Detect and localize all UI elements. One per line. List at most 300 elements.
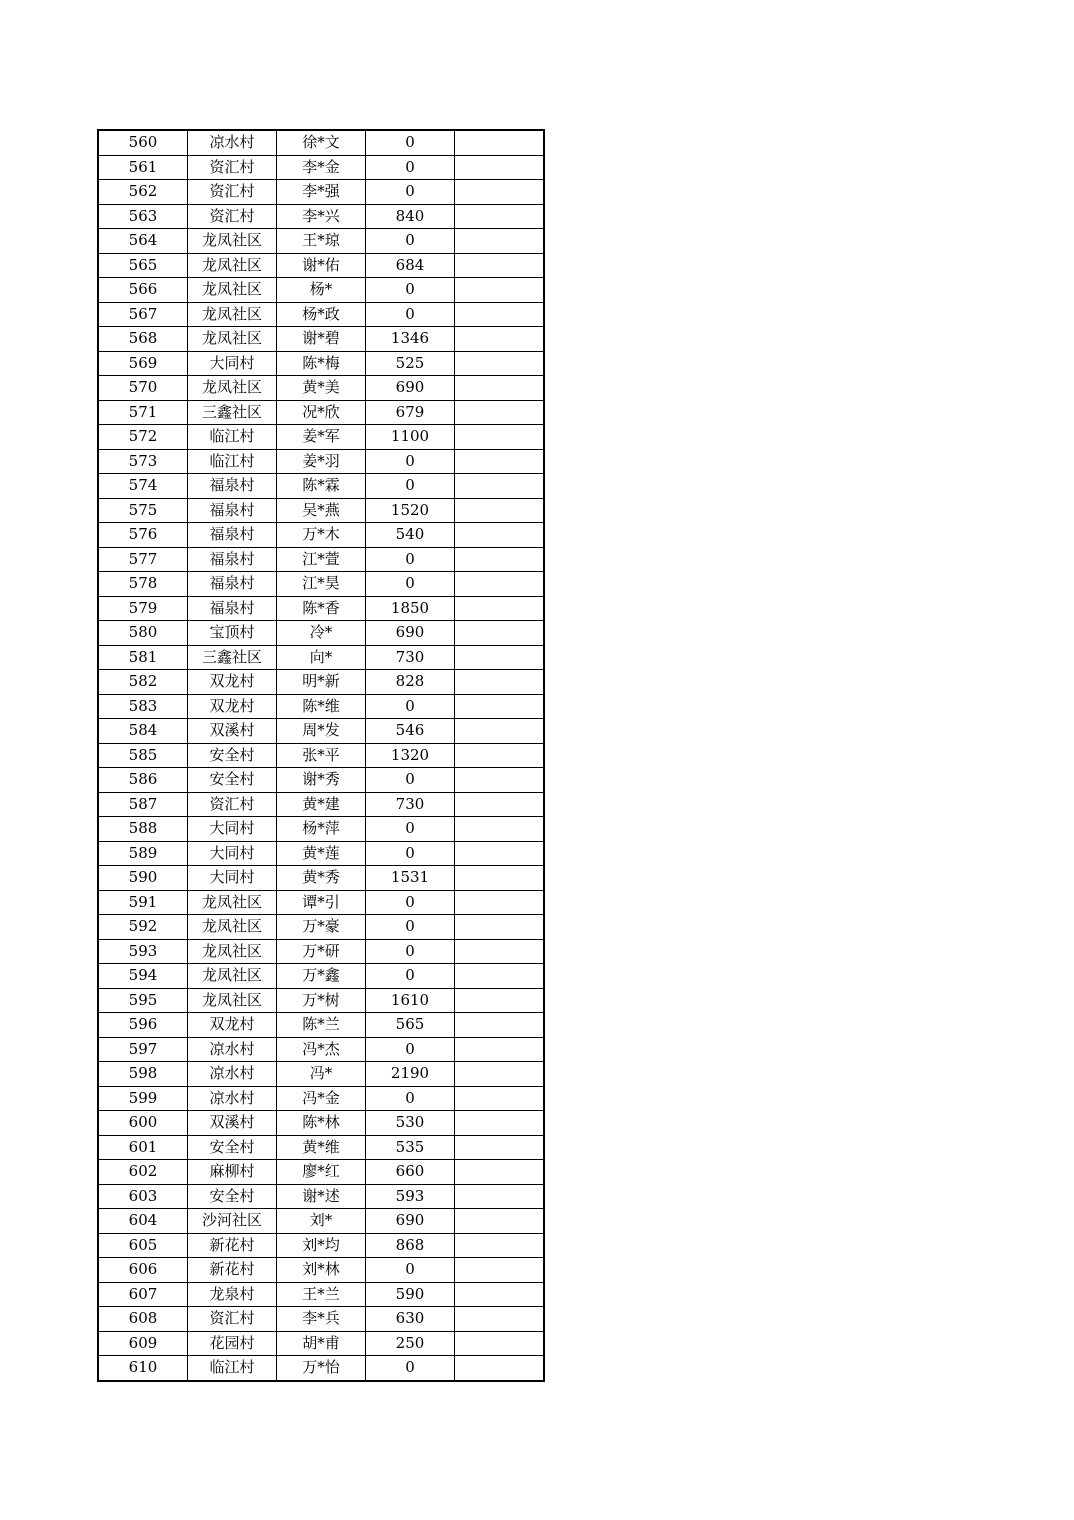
row-number-cell: 587 [98,792,188,817]
amount-cell: 0 [366,449,455,474]
amount-cell: 660 [366,1160,455,1185]
amount-cell: 0 [366,302,455,327]
amount-cell: 593 [366,1184,455,1209]
village-cell: 大同村 [188,817,277,842]
village-cell: 凉水村 [188,130,277,155]
village-cell: 福泉村 [188,547,277,572]
data-table [97,129,545,1382]
amount-cell: 0 [366,1356,455,1381]
table-row [98,1209,544,1234]
name-cell: 黄*美 [277,376,366,401]
village-cell: 安全村 [188,768,277,793]
table-row [98,866,544,891]
row-number-cell: 604 [98,1209,188,1234]
name-cell: 谭*引 [277,890,366,915]
row-number-cell: 562 [98,180,188,205]
amount-cell: 0 [366,939,455,964]
amount-cell: 730 [366,792,455,817]
row-number-cell: 579 [98,596,188,621]
village-cell: 资汇村 [188,792,277,817]
name-cell: 姜*军 [277,425,366,450]
village-cell: 资汇村 [188,180,277,205]
amount-cell: 0 [366,572,455,597]
table-row [98,817,544,842]
table-row [98,1111,544,1136]
table-row [98,1331,544,1356]
table-row [98,1013,544,1038]
village-cell: 龙凤社区 [188,376,277,401]
blank-cell [455,1135,545,1160]
row-number-cell: 574 [98,474,188,499]
blank-cell [455,939,545,964]
village-cell: 大同村 [188,866,277,891]
blank-cell [455,155,545,180]
table-row [98,253,544,278]
name-cell: 黄*莲 [277,841,366,866]
village-cell: 龙凤社区 [188,302,277,327]
blank-cell [455,1233,545,1258]
amount-cell: 0 [366,915,455,940]
amount-cell: 690 [366,1209,455,1234]
table-row [98,278,544,303]
village-cell: 大同村 [188,841,277,866]
table-row [98,547,544,572]
row-number-cell: 600 [98,1111,188,1136]
blank-cell [455,915,545,940]
table-row [98,1037,544,1062]
table-row [98,400,544,425]
row-number-cell: 585 [98,743,188,768]
row-number-cell: 578 [98,572,188,597]
amount-cell: 1100 [366,425,455,450]
table-body [98,130,544,1381]
table-row [98,988,544,1013]
blank-cell [455,670,545,695]
blank-cell [455,1331,545,1356]
village-cell: 凉水村 [188,1062,277,1087]
amount-cell: 2190 [366,1062,455,1087]
blank-cell [455,743,545,768]
blank-cell [455,1160,545,1185]
name-cell: 明*新 [277,670,366,695]
table-row [98,1233,544,1258]
name-cell: 谢*秀 [277,768,366,793]
row-number-cell: 601 [98,1135,188,1160]
amount-cell: 0 [366,547,455,572]
blank-cell [455,327,545,352]
blank-cell [455,1307,545,1332]
village-cell: 新花村 [188,1258,277,1283]
blank-cell [455,1037,545,1062]
name-cell: 李*强 [277,180,366,205]
table-row [98,645,544,670]
table-row [98,572,544,597]
name-cell: 陈*兰 [277,1013,366,1038]
table-row [98,915,544,940]
amount-cell: 0 [366,890,455,915]
blank-cell [455,130,545,155]
blank-cell [455,449,545,474]
amount-cell: 0 [366,155,455,180]
amount-cell: 530 [366,1111,455,1136]
blank-cell [455,204,545,229]
table-row [98,376,544,401]
blank-cell [455,547,545,572]
table-row [98,719,544,744]
village-cell: 龙凤社区 [188,229,277,254]
village-cell: 福泉村 [188,498,277,523]
row-number-cell: 590 [98,866,188,891]
village-cell: 龙凤社区 [188,939,277,964]
blank-cell [455,572,545,597]
blank-cell [455,351,545,376]
village-cell: 资汇村 [188,204,277,229]
table-row [98,1282,544,1307]
row-number-cell: 582 [98,670,188,695]
amount-cell: 546 [366,719,455,744]
village-cell: 资汇村 [188,155,277,180]
name-cell: 陈*维 [277,694,366,719]
name-cell: 陈*香 [277,596,366,621]
row-number-cell: 568 [98,327,188,352]
village-cell: 龙凤社区 [188,988,277,1013]
name-cell: 黄*建 [277,792,366,817]
table-row [98,890,544,915]
table-row [98,1258,544,1283]
village-cell: 龙凤社区 [188,278,277,303]
blank-cell [455,841,545,866]
blank-cell [455,645,545,670]
row-number-cell: 609 [98,1331,188,1356]
table-row [98,1160,544,1185]
row-number-cell: 572 [98,425,188,450]
row-number-cell: 577 [98,547,188,572]
table-row [98,351,544,376]
table-row [98,1135,544,1160]
row-number-cell: 566 [98,278,188,303]
table-row [98,302,544,327]
name-cell: 周*发 [277,719,366,744]
table-row [98,327,544,352]
name-cell: 谢*碧 [277,327,366,352]
row-number-cell: 561 [98,155,188,180]
village-cell: 福泉村 [188,596,277,621]
name-cell: 杨* [277,278,366,303]
row-number-cell: 597 [98,1037,188,1062]
table-row [98,1356,544,1381]
blank-cell [455,376,545,401]
name-cell: 冯*杰 [277,1037,366,1062]
table-row [98,621,544,646]
amount-cell: 0 [366,841,455,866]
village-cell: 凉水村 [188,1086,277,1111]
table-row [98,743,544,768]
village-cell: 三鑫社区 [188,645,277,670]
village-cell: 新花村 [188,1233,277,1258]
row-number-cell: 595 [98,988,188,1013]
blank-cell [455,792,545,817]
blank-cell [455,400,545,425]
blank-cell [455,1111,545,1136]
blank-cell [455,229,545,254]
amount-cell: 525 [366,351,455,376]
amount-cell: 690 [366,621,455,646]
name-cell: 黄*秀 [277,866,366,891]
name-cell: 向* [277,645,366,670]
blank-cell [455,1356,545,1381]
table-row [98,1086,544,1111]
row-number-cell: 576 [98,523,188,548]
blank-cell [455,866,545,891]
row-number-cell: 580 [98,621,188,646]
row-number-cell: 584 [98,719,188,744]
blank-cell [455,890,545,915]
amount-cell: 250 [366,1331,455,1356]
table-row [98,1307,544,1332]
blank-cell [455,1258,545,1283]
village-cell: 麻柳村 [188,1160,277,1185]
amount-cell: 1520 [366,498,455,523]
amount-cell: 535 [366,1135,455,1160]
row-number-cell: 583 [98,694,188,719]
blank-cell [455,596,545,621]
name-cell: 陈*梅 [277,351,366,376]
amount-cell: 0 [366,1037,455,1062]
row-number-cell: 565 [98,253,188,278]
table-row [98,449,544,474]
name-cell: 万*树 [277,988,366,1013]
name-cell: 李*金 [277,155,366,180]
table-row [98,425,544,450]
table-row [98,204,544,229]
village-cell: 临江村 [188,425,277,450]
name-cell: 冯* [277,1062,366,1087]
blank-cell [455,278,545,303]
row-number-cell: 593 [98,939,188,964]
blank-cell [455,988,545,1013]
name-cell: 冷* [277,621,366,646]
name-cell: 万*鑫 [277,964,366,989]
amount-cell: 0 [366,130,455,155]
row-number-cell: 573 [98,449,188,474]
name-cell: 万*怡 [277,1356,366,1381]
blank-cell [455,425,545,450]
name-cell: 杨*萍 [277,817,366,842]
amount-cell: 868 [366,1233,455,1258]
row-number-cell: 603 [98,1184,188,1209]
blank-cell [455,1062,545,1087]
blank-cell [455,817,545,842]
amount-cell: 540 [366,523,455,548]
row-number-cell: 610 [98,1356,188,1381]
row-number-cell: 592 [98,915,188,940]
blank-cell [455,768,545,793]
blank-cell [455,523,545,548]
name-cell: 陈*林 [277,1111,366,1136]
amount-cell: 1346 [366,327,455,352]
name-cell: 王*兰 [277,1282,366,1307]
amount-cell: 684 [366,253,455,278]
table-row [98,964,544,989]
amount-cell: 0 [366,278,455,303]
row-number-cell: 594 [98,964,188,989]
name-cell: 姜*羽 [277,449,366,474]
blank-cell [455,621,545,646]
name-cell: 王*琼 [277,229,366,254]
row-number-cell: 608 [98,1307,188,1332]
village-cell: 沙河社区 [188,1209,277,1234]
amount-cell: 590 [366,1282,455,1307]
blank-cell [455,1184,545,1209]
amount-cell: 1850 [366,596,455,621]
village-cell: 安全村 [188,1135,277,1160]
row-number-cell: 596 [98,1013,188,1038]
amount-cell: 828 [366,670,455,695]
amount-cell: 0 [366,768,455,793]
blank-cell [455,1282,545,1307]
row-number-cell: 605 [98,1233,188,1258]
row-number-cell: 586 [98,768,188,793]
row-number-cell: 588 [98,817,188,842]
amount-cell: 730 [366,645,455,670]
blank-cell [455,498,545,523]
row-number-cell: 599 [98,1086,188,1111]
blank-cell [455,474,545,499]
row-number-cell: 567 [98,302,188,327]
village-cell: 资汇村 [188,1307,277,1332]
blank-cell [455,964,545,989]
table-row [98,596,544,621]
blank-cell [455,694,545,719]
blank-cell [455,719,545,744]
village-cell: 临江村 [188,449,277,474]
village-cell: 安全村 [188,743,277,768]
name-cell: 谢*述 [277,1184,366,1209]
name-cell: 况*欣 [277,400,366,425]
name-cell: 冯*金 [277,1086,366,1111]
table-row [98,180,544,205]
table-row [98,523,544,548]
table-row [98,229,544,254]
village-cell: 花园村 [188,1331,277,1356]
name-cell: 江*昊 [277,572,366,597]
row-number-cell: 569 [98,351,188,376]
name-cell: 廖*红 [277,1160,366,1185]
amount-cell: 0 [366,964,455,989]
table-row [98,694,544,719]
amount-cell: 840 [366,204,455,229]
name-cell: 江*萱 [277,547,366,572]
name-cell: 胡*甫 [277,1331,366,1356]
blank-cell [455,1013,545,1038]
table-row [98,498,544,523]
name-cell: 黄*维 [277,1135,366,1160]
table-row [98,1184,544,1209]
table-row [98,130,544,155]
village-cell: 双龙村 [188,1013,277,1038]
blank-cell [455,253,545,278]
name-cell: 谢*佑 [277,253,366,278]
name-cell: 杨*政 [277,302,366,327]
village-cell: 凉水村 [188,1037,277,1062]
village-cell: 龙凤社区 [188,890,277,915]
row-number-cell: 606 [98,1258,188,1283]
village-cell: 宝顶村 [188,621,277,646]
name-cell: 刘* [277,1209,366,1234]
name-cell: 张*平 [277,743,366,768]
table-row [98,792,544,817]
row-number-cell: 560 [98,130,188,155]
amount-cell: 1531 [366,866,455,891]
name-cell: 万*豪 [277,915,366,940]
row-number-cell: 563 [98,204,188,229]
row-number-cell: 575 [98,498,188,523]
village-cell: 福泉村 [188,523,277,548]
row-number-cell: 598 [98,1062,188,1087]
village-cell: 三鑫社区 [188,400,277,425]
row-number-cell: 581 [98,645,188,670]
name-cell: 陈*霖 [277,474,366,499]
village-cell: 双溪村 [188,1111,277,1136]
amount-cell: 1610 [366,988,455,1013]
name-cell: 万*研 [277,939,366,964]
amount-cell: 565 [366,1013,455,1038]
blank-cell [455,302,545,327]
village-cell: 龙凤社区 [188,327,277,352]
village-cell: 临江村 [188,1356,277,1381]
table-row [98,670,544,695]
amount-cell: 0 [366,229,455,254]
amount-cell: 690 [366,376,455,401]
table-row [98,474,544,499]
row-number-cell: 591 [98,890,188,915]
table-row [98,1062,544,1087]
name-cell: 李*兴 [277,204,366,229]
row-number-cell: 564 [98,229,188,254]
amount-cell: 0 [366,817,455,842]
village-cell: 龙凤社区 [188,253,277,278]
village-cell: 大同村 [188,351,277,376]
row-number-cell: 570 [98,376,188,401]
row-number-cell: 589 [98,841,188,866]
village-cell: 福泉村 [188,474,277,499]
row-number-cell: 602 [98,1160,188,1185]
village-cell: 龙凤社区 [188,915,277,940]
village-cell: 龙凤社区 [188,964,277,989]
row-number-cell: 607 [98,1282,188,1307]
amount-cell: 1320 [366,743,455,768]
name-cell: 徐*文 [277,130,366,155]
amount-cell: 0 [366,1258,455,1283]
village-cell: 安全村 [188,1184,277,1209]
village-cell: 福泉村 [188,572,277,597]
amount-cell: 0 [366,694,455,719]
amount-cell: 679 [366,400,455,425]
row-number-cell: 571 [98,400,188,425]
blank-cell [455,180,545,205]
name-cell: 万*木 [277,523,366,548]
amount-cell: 630 [366,1307,455,1332]
amount-cell: 0 [366,474,455,499]
blank-cell [455,1086,545,1111]
blank-cell [455,1209,545,1234]
name-cell: 刘*林 [277,1258,366,1283]
table-row [98,939,544,964]
amount-cell: 0 [366,180,455,205]
village-cell: 双龙村 [188,694,277,719]
table-row [98,768,544,793]
name-cell: 刘*均 [277,1233,366,1258]
